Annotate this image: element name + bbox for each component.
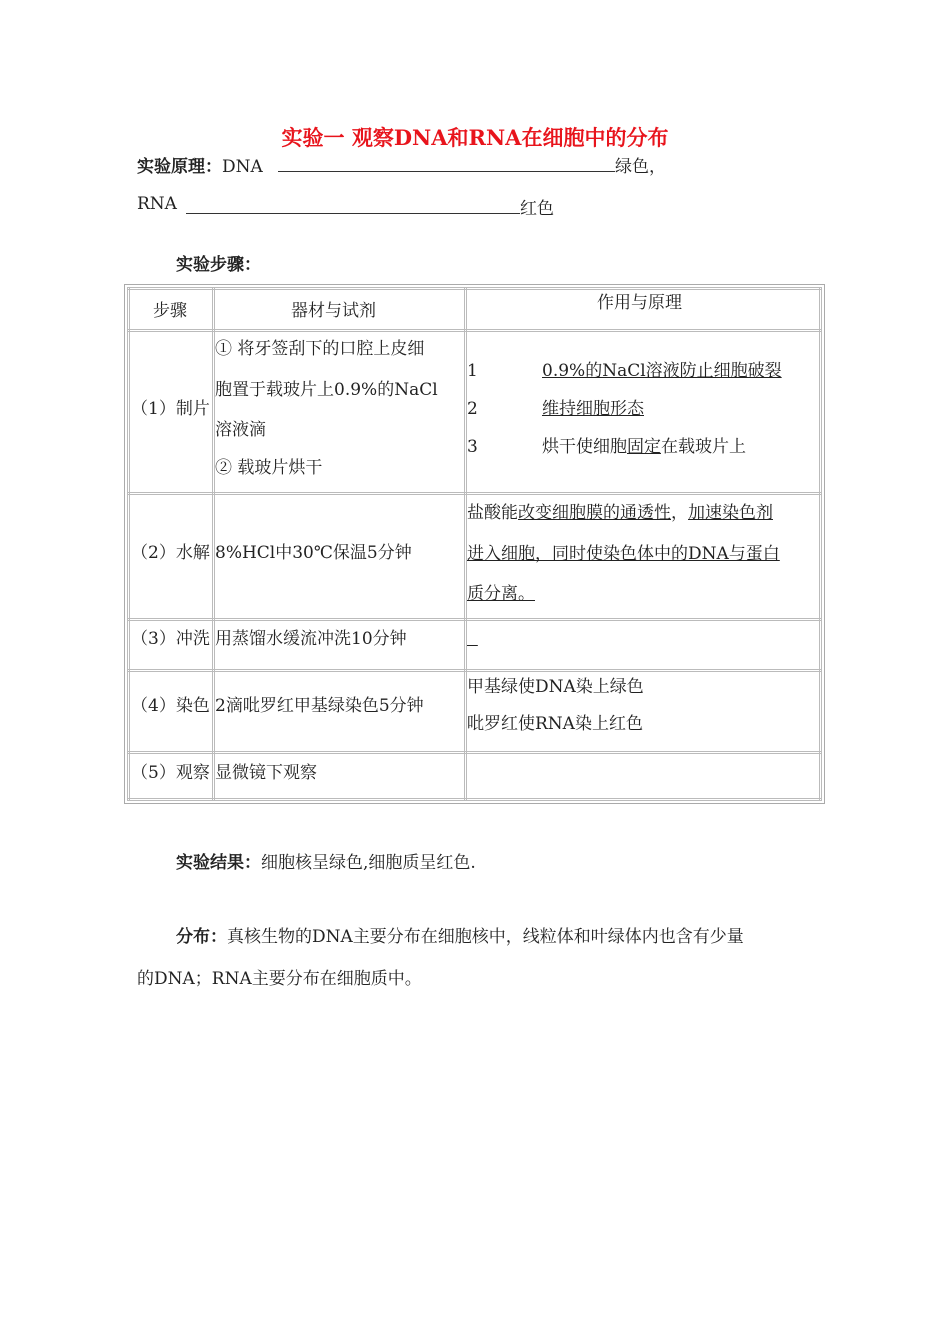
row2-func-line: 进入细胞，同时使染色体中的DNA与蛋白 <box>467 544 780 564</box>
row4-func-line: 甲基绿使DNA染上绿色 <box>467 677 644 697</box>
row5-material: 显微镜下观察 <box>215 763 317 783</box>
distribution-line <box>176 922 744 947</box>
row3-func-blank <box>467 629 478 649</box>
dna-blank[interactable] <box>278 155 615 172</box>
page-title: 实验一 观察DNA和RNA在细胞中的分布 <box>281 125 669 150</box>
steps-heading: 实验步骤： <box>176 255 261 275</box>
principle-label: 实验原理： <box>137 157 222 177</box>
row2-func-line: 质分离。 <box>467 584 535 604</box>
result-text: 细胞核呈绿色,细胞质呈红色. <box>261 853 476 873</box>
row3-step: （3）冲洗 <box>131 629 210 649</box>
row4-material: 2滴吡罗红甲基绿染色5分钟 <box>215 696 424 716</box>
row1-material-line: ① 将牙签刮下的口腔上皮细 <box>215 339 425 359</box>
row2-func-line: 盐酸能改变细胞膜的通透性，加速染色剂 <box>467 503 773 523</box>
header-function: 作用与原理 <box>597 293 682 313</box>
distribution-line2: 的DNA；RNA主要分布在细胞质中。 <box>137 969 422 989</box>
row2-step: （2）水解 <box>131 543 210 563</box>
row1-func-num: 1 <box>467 361 478 381</box>
distribution-text: 真核生物的DNA主要分布在细胞核中，线粒体和叶绿体内也含有少量 <box>227 927 744 947</box>
row1-func-num: 3 <box>467 437 478 457</box>
header-materials: 器材与试剂 <box>291 301 376 321</box>
steps-table <box>124 284 825 804</box>
principle-dna-blank-line <box>278 152 666 177</box>
row2-material: 8%HCl中30℃保温5分钟 <box>215 543 412 563</box>
row1-material-line: ② 载玻片烘干 <box>215 458 323 478</box>
principle-dna-suffix: 绿色， <box>615 157 666 177</box>
principle-rna-suffix: 红色 <box>520 199 554 219</box>
row4-step: （4）染色 <box>131 696 210 716</box>
row3-material: 用蒸馏水缓流冲洗10分钟 <box>215 629 407 649</box>
row1-material-line: 胞置于载玻片上0.9%的NaCl <box>215 380 438 400</box>
result-label: 实验结果： <box>176 853 261 873</box>
principle-dna-line <box>137 152 263 177</box>
result-line <box>176 848 476 873</box>
row1-func-num: 2 <box>467 399 478 419</box>
principle-rna-prefix: RNA <box>137 194 177 214</box>
row1-step: （1）制片 <box>131 399 210 419</box>
distribution-label: 分布： <box>176 927 227 947</box>
row1-func-text: 维持细胞形态 <box>542 399 644 419</box>
header-step: 步骤 <box>153 301 187 321</box>
principle-rna-blank-line <box>186 194 554 219</box>
row1-func-text: 烘干使细胞固定在载玻片上 <box>542 437 746 457</box>
principle-dna-prefix: DNA <box>222 157 263 177</box>
row5-step: （5）观察 <box>131 763 210 783</box>
rna-blank[interactable] <box>186 197 520 214</box>
row4-func-line: 吡罗红使RNA染上红色 <box>467 714 643 734</box>
row1-func-text: 0.9%的NaCl溶液防止细胞破裂 <box>542 361 782 381</box>
row1-material-line: 溶液滴 <box>215 420 266 440</box>
